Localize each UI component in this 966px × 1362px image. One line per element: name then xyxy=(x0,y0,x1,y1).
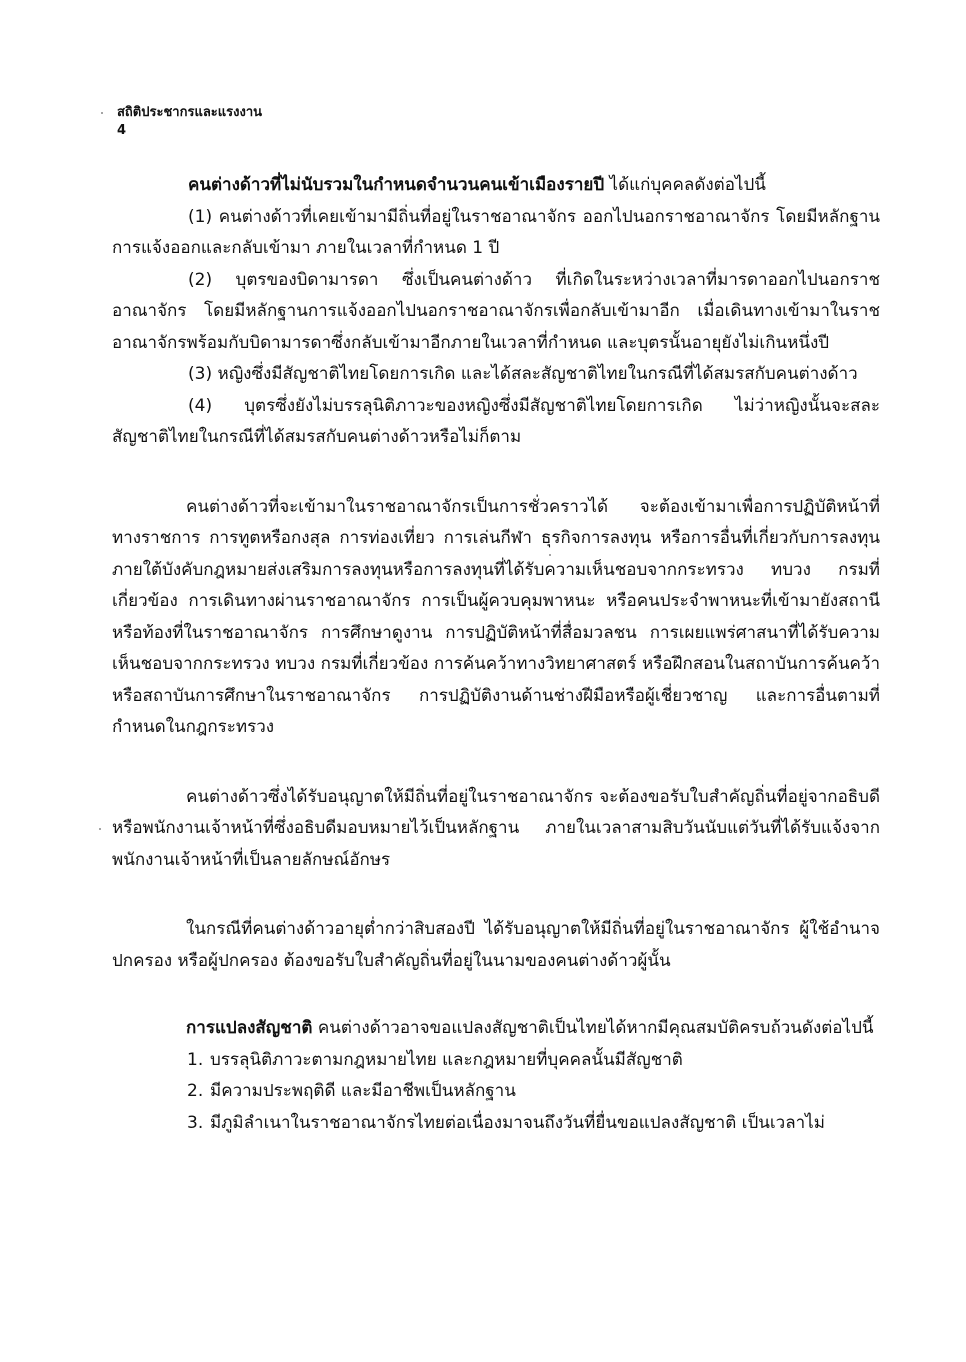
excluded-item-2: (2) บุตรของบิดามารดา ซึ่งเป็นคนต่างด้าว ที่เกิดในระหว่างเวลาที่มารดาออกไปนอกราชอาณาจักร โดยมีหลักฐานการแจ้งออกไปนอกราชอาณาจักรเพื่อกลับเข้ามาอีก เมื่อเดินทางเข้ามาในราชอาณาจักรพร้อมกับบิดามารดาซึ่งกลับเข้ามาอีกภายในเวลาที่กำหนด และบุตรนั้นอายุยังไม่เกินหนึ่งปี xyxy=(112,269,880,353)
list-item-text: บรรลุนิติภาวะตามกฎหมายไทย และกฎหมายที่บุคคลนั้นมีสัญชาติ xyxy=(210,1049,683,1070)
list-item-number: 3. xyxy=(187,1112,204,1133)
list-item xyxy=(112,1076,880,1108)
list-item xyxy=(112,1045,880,1077)
excluded-item-1: (1) คนต่างด้าวที่เคยเข้ามามีถิ่นที่อยู่ในราชอาณาจักร ออกไปนอกราชอาณาจักร โดยมีหลักฐานการแจ้งออกและกลับเข้ามา ภายในเวลาที่กำหนด 1 ปี xyxy=(112,206,880,258)
excluded-heading-paragraph xyxy=(112,170,880,202)
naturalization-intro: คนต่างด้าวอาจขอแปลงสัญชาติเป็นไทยได้หากมีคุณสมบัติครบถ้วนดังต่อไปนี้ xyxy=(312,1018,874,1038)
scan-speck xyxy=(101,112,103,114)
header-title: สถิติประชากรและแรงงาน xyxy=(117,105,263,120)
naturalization-heading: การแปลงสัญชาติ xyxy=(186,1018,313,1038)
page-number: 4 xyxy=(117,123,127,138)
running-header xyxy=(117,104,262,140)
scan-speck xyxy=(549,554,551,556)
naturalization-list xyxy=(112,1045,880,1140)
temporary-entry-paragraph: คนต่างด้าวที่จะเข้ามาในราชอาณาจักรเป็นการชั่วคราวได้ จะต้องเข้ามาเพื่อการปฏิบัติหน้าที่ทางราชการ การทูตหรือกงสุล การท่องเที่ยว การเล่นกีฬา ธุรกิจการลงทุน หรือการอื่นที่เกี่ยวกับการลงทุนภายใต้บังคับกฎหมายส่งเสริมการลงทุนหรือการลงทุนที่ได้รับความเห็นชอบจากกระทรวง ทบวง กรมที่เกี่ยวข้อง การเดินทางผ่านราชอาณาจักร การเป็นผู้ควบคุมพาหนะ หรือคนประจำพาหนะที่เข้ามายังสถานีหรือท้องที่ในราชอาณาจักร การศึกษาดูงาน การปฏิบัติหน้าที่สื่อมวลชน การเผยแพร่ศาสนาที่ได้รับความเห็นชอบจากกระทรวง ทบวง กรมที่เกี่ยวข้อง การค้นคว้าทางวิทยาศาสตร์ หรือฝึกสอนในสถาบันการค้นคว้าหรือสถาบันการศึกษาในราชอาณาจักร การปฏิบัติงานด้านช่างฝีมือหรือผู้เชี่ยวชาญ และการอื่นตามที่กำหนดในกฎกระทรวง xyxy=(112,496,880,737)
body-text xyxy=(112,170,880,1139)
excluded-heading-tail: ได้แก่บุคคลดังต่อไปนี้ xyxy=(604,175,766,195)
excluded-item-4: (4) บุตรซึ่งยังไม่บรรลุนิติภาวะของหญิงซึ่งมีสัญชาติไทยโดยการเกิด ไม่ว่าหญิงนั้นจะสละสัญชาติไทยในกรณีที่ได้สมรสกับคนต่างด้าวหรือไม่ก็ตาม xyxy=(112,395,880,447)
naturalization-paragraph xyxy=(112,1013,880,1045)
list-item xyxy=(112,1108,880,1140)
excluded-item-3: (3) หญิงซึ่งมีสัญชาติไทยโดยการเกิด และได้สละสัญชาติไทยในกรณีที่ได้สมรสกับคนต่างด้าว xyxy=(188,364,858,384)
list-item-text: มีภูมิลำเนาในราชอาณาจักรไทยต่อเนื่องมาจนถึงวันที่ยื่นขอแปลงสัญชาติ เป็นเวลาไม่ xyxy=(210,1112,825,1133)
list-item-number: 1. xyxy=(187,1049,204,1070)
residence-paragraph: คนต่างด้าวซึ่งได้รับอนุญาตให้มีถิ่นที่อยู่ในราชอาณาจักร จะต้องขอรับใบสำคัญถิ่นที่อยู่จากอธิบดีหรือพนักงานเจ้าหน้าที่ซึ่งอธิบดีมอบหมายไว้เป็นหลักฐาน ภายในเวลาสามสิบวันนับแต่วันที่ได้รับแจ้งจากพนักงานเจ้าหน้าที่เป็นลายลักษณ์อักษร xyxy=(112,786,880,870)
list-item-number: 2. xyxy=(187,1081,204,1101)
list-item-text: มีความประพฤติดี และมีอาชีพเป็นหลักฐาน xyxy=(210,1081,516,1101)
excluded-heading: คนต่างด้าวที่ไม่นับรวมในกำหนดจำนวนคนเข้าเมืองรายปี xyxy=(188,175,605,195)
minor-paragraph: ในกรณีที่คนต่างด้าวอายุต่ำกว่าสิบสองปี ได้รับอนุญาตให้มีถิ่นที่อยู่ในราชอาณาจักร ผู้ใช้อำนาจปกครอง หรือผู้ปกครอง ต้องขอรับใบสำคัญถิ่นที่อยู่ในนามของคนต่างด้าวผู้นั้น xyxy=(112,919,880,971)
scan-speck xyxy=(99,828,101,830)
